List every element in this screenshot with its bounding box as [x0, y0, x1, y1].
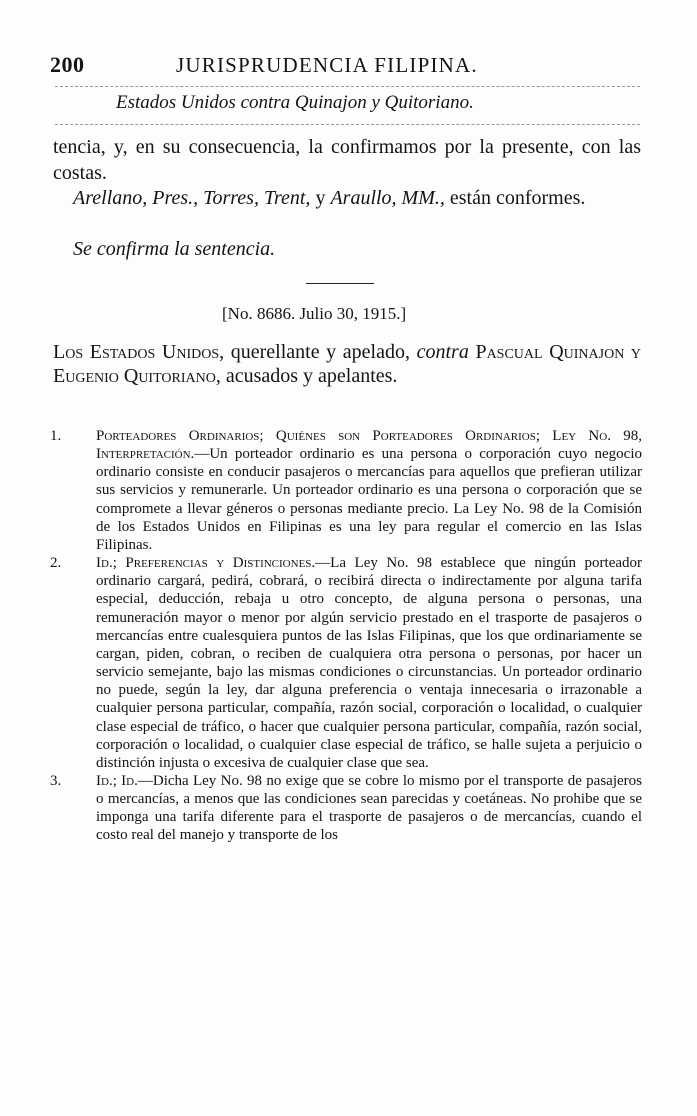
syllabus-number: 1.: [50, 428, 62, 444]
page-header: [50, 52, 640, 82]
running-title: JURISPRUDENCIA FILIPINA.: [176, 53, 478, 77]
page-number: 200: [50, 52, 85, 77]
contra-word: contra: [416, 341, 469, 363]
case-subtitle: Estados Unidos contra Quinajon y Quitoriano.: [116, 92, 474, 113]
syllabus-heading: Id.; Preferencias y Distinciones.: [96, 555, 316, 572]
syllabus: [50, 427, 642, 845]
syllabus-text: —La Ley No. 98 establece que ningún porteador ordinario cargará, pedirá, cobrará, o recibirá directa o indirectamente por alguna tarifa especial, deducción, rebaja u otro concepto, de alguna persona o personas, una remuneración mayor o menor por algún servicio prestado en el trasporte de pasajeros o mercancías entre cualesquiera puntos de las Islas Filipinas, que los que ordinariamente se cargan, piden, cobran, o reciben de cualquiera otra persona o personas, por hacer un servicio semejante, bajo las mismas condiciones o circunstancias. Un porteador ordinario no puede, según la ley, dar alguna preferencia o ventaja innecesaria o irrazonable a cualquier persona particular, compañía, razón social, corporación o localidad, o cualquier clase especial de tráfico, o hacer que cualquier persona particular, compañía, razón social, corporación o localidad, o cualquier clase especial de tráfico, se halle sujeta a perjuicio o distinción injusta o excesiva de cualquier clase que sea.: [96, 555, 643, 771]
syllabus-text: —Dicha Ley No. 98 no exige que se cobre lo mismo por el transporte de pasajeros o mercancías, a menos que las condiciones sean parecidas y coetáneas. No prohibe que se imponga una tarifa diferente para el trasporte de pasajeros o de mercancías, cuando el costo real del manejo y transporte de los: [96, 772, 642, 844]
affirmed-line: [53, 236, 641, 262]
case-number: [No. 8686. Julio 30, 1915.]: [222, 304, 407, 323]
plaintiff: Los Estados Unidos,: [53, 341, 225, 363]
justices-agree: están conformes.: [449, 187, 586, 209]
justices-paragraph: [53, 185, 641, 211]
syllabus-number: 2.: [50, 555, 62, 572]
plaintiff-role: querellante y apelado,: [230, 341, 410, 363]
syllabus-item: [50, 554, 642, 772]
syllabus-text: —Un porteador ordinario es una persona o corporación cuyo negocio ordinario consiste en conducir pasajeros o mercancías para aquellos que prefieran utilizar sus servicios y remunerarle. Un porteador ordinario es una persona o corporación que se compromete a llevar géneros o personas mediante precio. La Ley No. 98 de la Comisión de los Estados Unidos en Filipinas es una ley para regular el comercio en las Islas Filipinas.: [96, 446, 642, 553]
syllabus-item: [50, 772, 642, 845]
justices-connector: y: [315, 187, 326, 209]
defendants: Pascual Quinajon y Eugenio Quitoriano,: [53, 341, 642, 387]
syllabus-number: 3.: [50, 772, 62, 789]
case-separator: [306, 283, 374, 284]
defendants-role: acusados y apelantes.: [225, 365, 398, 387]
case-parties: [53, 340, 641, 388]
header-rule-top: [55, 86, 640, 87]
header-rule-bottom: [55, 124, 640, 125]
affirmed-text: Se confirma la sentencia.: [73, 238, 276, 260]
justices-last: Araullo, MM.,: [330, 187, 445, 209]
previous-case-conclusion: tencia, y, en su consecuencia, la confirmamos por la presente, con las costas.: [53, 136, 641, 184]
syllabus-item: [50, 427, 642, 554]
syllabus-heading: Id.; Id.: [96, 772, 138, 789]
syllabus-heading: Porteadores Ordinarios; Quiénes son Porteadores Ordinarios; Ley No. 98, Interpretación.: [96, 428, 642, 463]
justices-names: Arellano, Pres., Torres, Trent,: [73, 187, 311, 209]
